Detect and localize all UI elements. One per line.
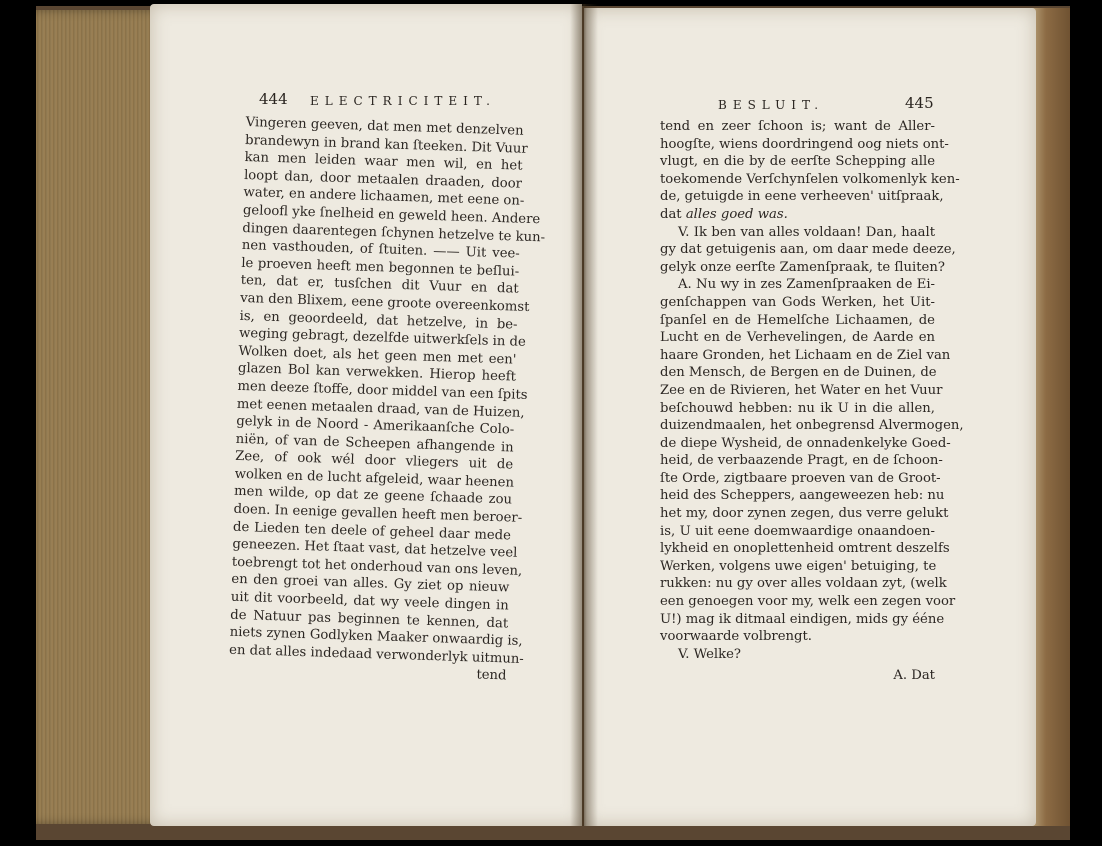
text-line: ten, dat er, tusſchen dit Vuur en dat xyxy=(240,273,519,297)
text-line: de diepe Wysheid, de onnadenkelyke Goed- xyxy=(660,435,951,451)
text-line: loopt dan, door metaalen draaden, door xyxy=(243,167,523,192)
text-line: beſchouwd hebben: nu ik U in die allen, xyxy=(660,400,935,416)
text-line: den Mensch, de Bergen en de Duinen, de xyxy=(660,365,937,381)
text-line: genſchappen van Gods Werken, het Uit- xyxy=(660,294,935,310)
text-line: V. Welke? xyxy=(678,646,741,662)
text-line: lykheid en onoplettenheid omtrent deszelfs xyxy=(660,541,950,557)
text-line: A. Nu wy in zes Zamenſpraaken de Ei- xyxy=(678,277,935,293)
text-line: U!) mag ik ditmaal eindigen, mids gy ééne xyxy=(660,611,945,627)
left-body-text xyxy=(228,114,546,685)
text-line: kan men leiden waar men wil, en het xyxy=(244,150,523,174)
text-line-with-italic xyxy=(660,206,935,224)
text-fragment: dat xyxy=(660,206,682,222)
text-line: uit dit voorbeeld, dat wy veele dingen in xyxy=(230,589,509,614)
text-line: duizendmaalen, het onbegrensd Alvermogen, xyxy=(660,418,964,434)
gutter-shadow xyxy=(570,4,598,826)
text-line: hoogſte, wiens doordringend oog niets ont- xyxy=(660,136,949,152)
text-line: le proeven heeft men begonnen te beſlui- xyxy=(241,255,520,280)
text-line: niets zynen Godlyken Maaker onwaardig is, xyxy=(229,624,523,650)
text-line: wolken en de lucht afgeleid, waar heenen xyxy=(234,466,515,491)
right-cover xyxy=(1030,8,1070,826)
text-line: glazen Bol kan verwekken. Hierop heeft xyxy=(237,361,517,385)
text-line: Zee, of ook wél door vliegers uit de xyxy=(234,449,514,473)
italic-quote: alles goed was. xyxy=(685,206,788,222)
text-line: heid des Scheppers, aangeweezen heb: nu xyxy=(660,488,945,504)
text-line: niën, of van de Scheepen afhangende in xyxy=(235,431,514,456)
text-line: gelyk in de Noord - Amerikaanſche Colo- xyxy=(236,413,515,438)
text-line: ſpanſel en de Hemelſche Lichaamen, de xyxy=(660,312,935,328)
text-line: voorwaarde volbrengt. xyxy=(660,629,812,645)
page-edges xyxy=(36,10,164,824)
left-page-number: 444 xyxy=(259,90,288,108)
text-line: heid, de verbaazende Pragt, en de ſchoon- xyxy=(660,453,943,469)
text-line: en dat alles indedaad verwonderlyk uitmun- xyxy=(228,642,524,667)
text-line: Werken, volgens uwe eigen' betuiging, te xyxy=(660,558,937,574)
text-line: de Natuur pas beginnen te kennen, dat xyxy=(230,607,509,632)
text-line: V. Ik ben van alles voldaan! Dan, haalt xyxy=(678,224,935,240)
text-line: de Lieden ten deele of geheel daar mede xyxy=(232,519,512,544)
text-line: toekomende Verſchynſelen volkomenlyk ken- xyxy=(660,171,960,187)
left-running-head: ELECTRICITEIT. xyxy=(310,94,496,108)
text-line: van den Blixem, eene groote overeenkomst xyxy=(239,290,530,315)
text-line: men wilde, op dat ze geene ſchaade zou xyxy=(233,484,513,509)
text-line: tend en zeer ſchoon is; want de Aller- xyxy=(660,119,935,134)
catchword: tend xyxy=(476,667,507,684)
text-line: de, getuigde in eene verheeven' uitſpraak, xyxy=(660,189,944,205)
right-page-number: 445 xyxy=(905,94,934,112)
text-line: Zee en de Rivieren, het Water en het Vuur xyxy=(660,382,943,398)
catchword: A. Dat xyxy=(893,668,935,684)
text-line: brandewyn in brand kan ſteeken. Dit Vuur xyxy=(244,132,528,157)
text-line: weging gebragt, dezelfde uitwerkſels in de xyxy=(238,326,527,351)
text-line: water, en andere lichaamen, met eene on- xyxy=(243,185,525,210)
text-line: gelyk onze eerſte Zamenſpraak, te ſluiten? xyxy=(660,259,945,275)
text-line: haare Gronden, het Lichaam en de Ziel van xyxy=(660,347,951,363)
text-line: Lucht en de Verhevelingen, de Aarde en xyxy=(660,330,935,346)
text-line: ſte Orde, zigtbaare proeven van de Groot- xyxy=(660,470,941,486)
text-line: Vingeren geeven, dat men met denzelven xyxy=(245,114,524,139)
text-line: men deeze ſtoffe, door middel van een ſpits xyxy=(237,378,528,403)
text-line: rukken: nu gy over alles voldaan zyt, (welk xyxy=(660,576,947,592)
text-line: Wolken doet, als het geen men met een' xyxy=(238,343,517,368)
text-line: is, U uit eene doemwaardige onaandoen- xyxy=(660,523,935,539)
text-line: het my, door zynen zegen, dus verre gelukt xyxy=(660,506,949,522)
text-line: met eenen metaalen draad, van de Huizen, xyxy=(236,396,525,421)
right-body-text xyxy=(660,118,964,685)
text-line: is, en geoordeeld, dat hetzelve, in be- xyxy=(239,308,518,333)
text-line: geloofl yke ſnelheid en geweld heen. Andere xyxy=(242,202,541,228)
text-line: geneezen. Het ſtaat vast, dat hetzelve veel xyxy=(232,537,518,561)
text-line: doen. In eenige gevallen heeft men beroer- xyxy=(233,501,523,526)
text-line: gy dat getuigenis aan, om daar mede deeze, xyxy=(660,242,956,258)
right-running-head: BESLUIT. xyxy=(718,98,825,112)
text-line: en den groei van alles. Gy ziet op nieuw xyxy=(231,572,510,596)
text-line: vlugt, en die by de eerſte Schepping alle xyxy=(660,154,935,170)
text-line: nen vasthouden, of ſtuiten. —— Uit vee- xyxy=(241,238,520,262)
text-line: dingen daarentegen ſchynen hetzelve te kun- xyxy=(242,220,546,246)
text-line: toebrengt tot het onderhoud van ons leven, xyxy=(231,554,523,579)
text-line: een genoegen voor my, welk een zegen voor xyxy=(660,594,956,610)
